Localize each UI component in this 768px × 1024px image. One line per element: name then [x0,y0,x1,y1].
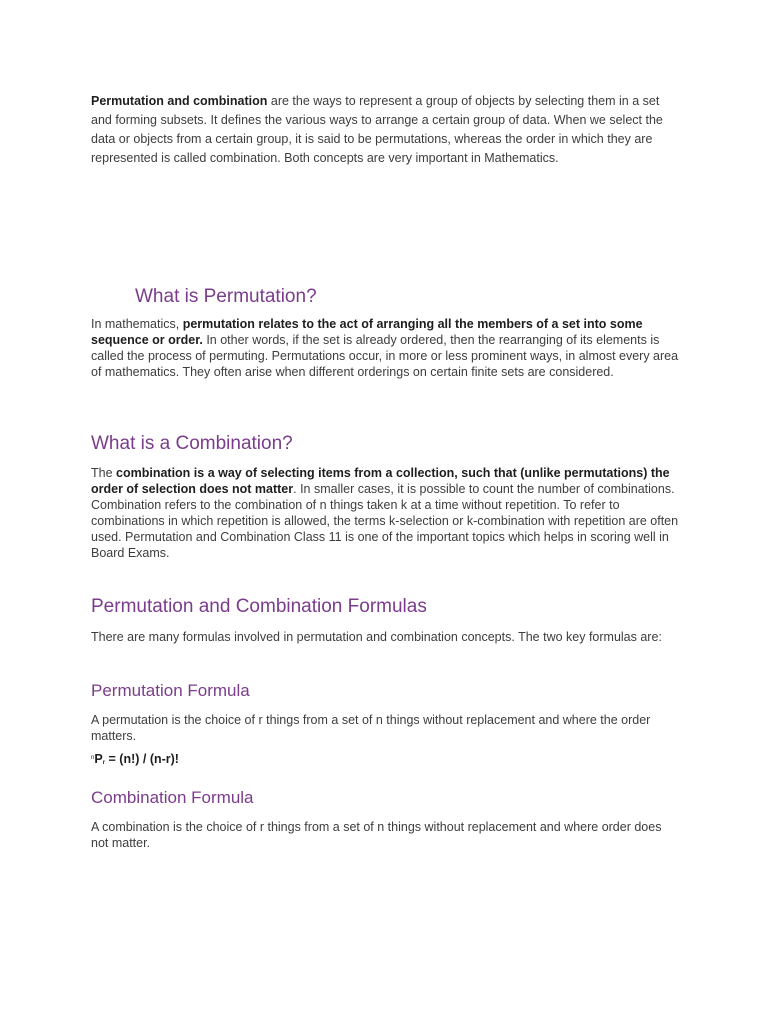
permutation-section [91,316,681,380]
permutation-text: In other words, if the set is already ordered, then the rearranging of its elements is called the process of permuting. Permutations occur, in more or less prominent ways, in almost every area of mathematics. They often arise when different orderings on certain finite sets are considered. [91,333,679,379]
permutation-paragraph [91,316,681,380]
combination-formula-paragraph: A combination is the choice of r things from a set of n things without replacement and where order does not matter. [91,820,662,850]
permutation-heading-wrap [135,285,675,309]
combination-pre-text: The [91,466,117,480]
permutation-formula-heading: Permutation Formula [91,681,250,700]
formulas-paragraph: There are many formulas involved in permutation and combination concepts. The two key formulas are: [91,630,662,644]
permutation-formula-section [91,712,681,744]
permutation-formula [91,752,681,766]
formula-main-symbol: P [94,752,103,766]
formula-superscript: n [91,755,95,761]
permutation-formula-heading-wrap [91,680,681,702]
formulas-section [91,629,681,645]
intro-paragraph [91,92,681,168]
intro-section [91,92,681,168]
permutation-pre-text: In mathematics, [91,317,183,331]
permutation-bold-text: permutation relates to the act of arranging all the members of a set into some sequence or order. [91,317,643,347]
permutation-formula-line [91,752,681,766]
combination-formula-heading: Combination Formula [91,788,254,807]
combination-text: . In smaller cases, it is possible to count the number of combinations. Combination refers to the combination of n things taken k at a time without repetition. To refer to combinations in which repetition is allowed, the terms k-selection or k-combination with repetition are often used. Permutation and Combination Class 11 is one of the important topics which helps in scoring well in Board Exams. [91,482,679,560]
combination-heading: What is a Combination? [91,433,293,454]
intro-bold-term: Permutation and combination [91,94,268,108]
combination-formula-section [91,819,681,851]
formulas-heading: Permutation and Combination Formulas [91,596,427,617]
intro-text: are the ways to represent a group of objects by selecting them in a set and forming subsets. It defines the various ways to arrange a certain group of data. When we select the data or objects from a certain group, it is said to be permutations, whereas the order in which they are represented is called combination. Both concepts are very important in Mathematics. [91,94,663,165]
combination-formula-heading-wrap [91,787,681,809]
combination-section [91,465,681,561]
combination-bold-text: combination is a way of selecting items from a collection, such that (unlike permutations) the order of selection does not matter [91,466,670,496]
formulas-heading-wrap [91,595,681,619]
formula-subscript: r [102,760,106,766]
combination-heading-wrap [91,432,681,456]
combination-paragraph [91,465,681,561]
permutation-heading: What is Permutation? [135,286,317,307]
formula-rhs: = (n!) / (n-r)! [105,752,179,766]
permutation-formula-paragraph: A permutation is the choice of r things from a set of n things without replacement and where the order matters. [91,713,651,743]
